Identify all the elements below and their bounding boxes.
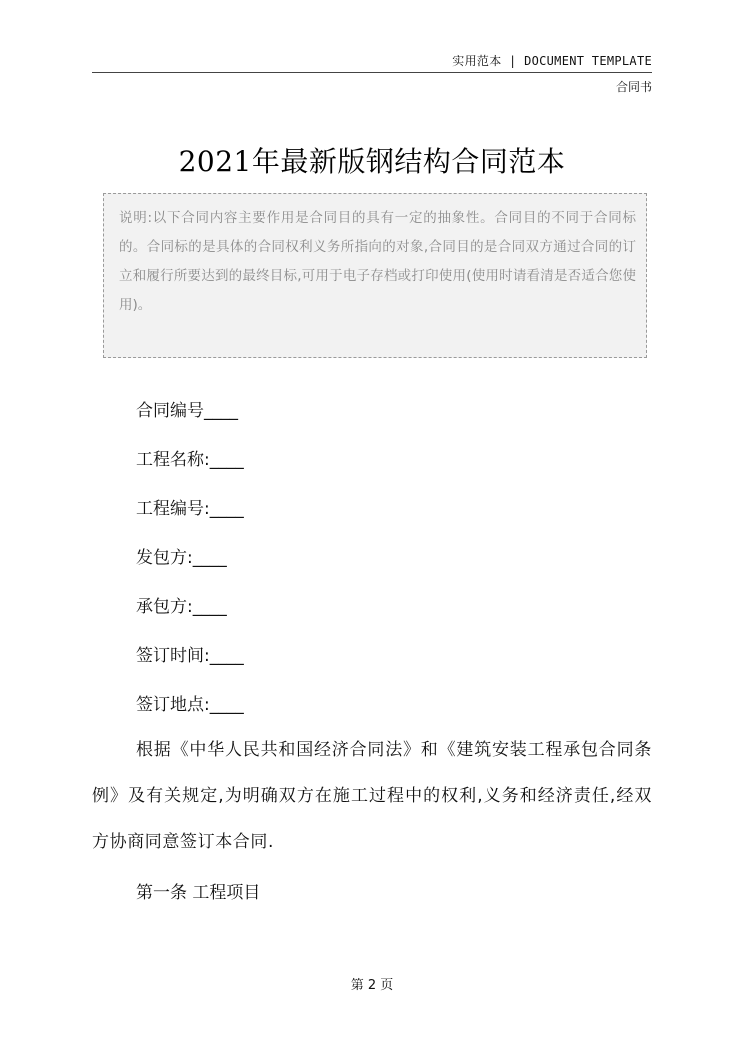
header-rule [92, 72, 652, 73]
note-text: 说明:以下合同内容主要作用是合同目的具有一定的抽象性。合同目的不同于合同标的。合同标的是具体的合同权利义务所指向的对象,合同目的是合同双方通过合同的订立和履行所要达到的最终目标,可用于电子存档或打印使用(使用时请看清是否适合您使用)。 [119, 210, 636, 313]
field-contract-number: 合同编号____ [136, 401, 238, 421]
document-title: 2021年最新版钢结构合同范本 [178, 145, 566, 178]
field-sign-place: 签订地点:____ [136, 695, 244, 715]
field-sign-date: 签订时间:____ [136, 646, 244, 666]
intro-paragraph: 根据《中华人民共和国经济合同法》和《建筑安装工程承包合同条例》及有关规定,为明确双方在施工过程中的权利,义务和经济责任,经双方协商同意签订本合同. [92, 740, 652, 852]
field-project-number: 工程编号:____ [136, 499, 244, 519]
field-employer: 发包方:____ [136, 548, 227, 568]
page-number: 第 2 页 [350, 978, 394, 993]
note-box [103, 193, 647, 358]
header-top-line: 实用范本 | DOCUMENT TEMPLATE [452, 54, 652, 68]
field-project-name: 工程名称:____ [136, 450, 244, 470]
section-title: 第一条 工程项目 [136, 883, 261, 903]
field-contractor: 承包方:____ [136, 597, 227, 617]
header-sub-line: 合同书 [615, 80, 652, 94]
